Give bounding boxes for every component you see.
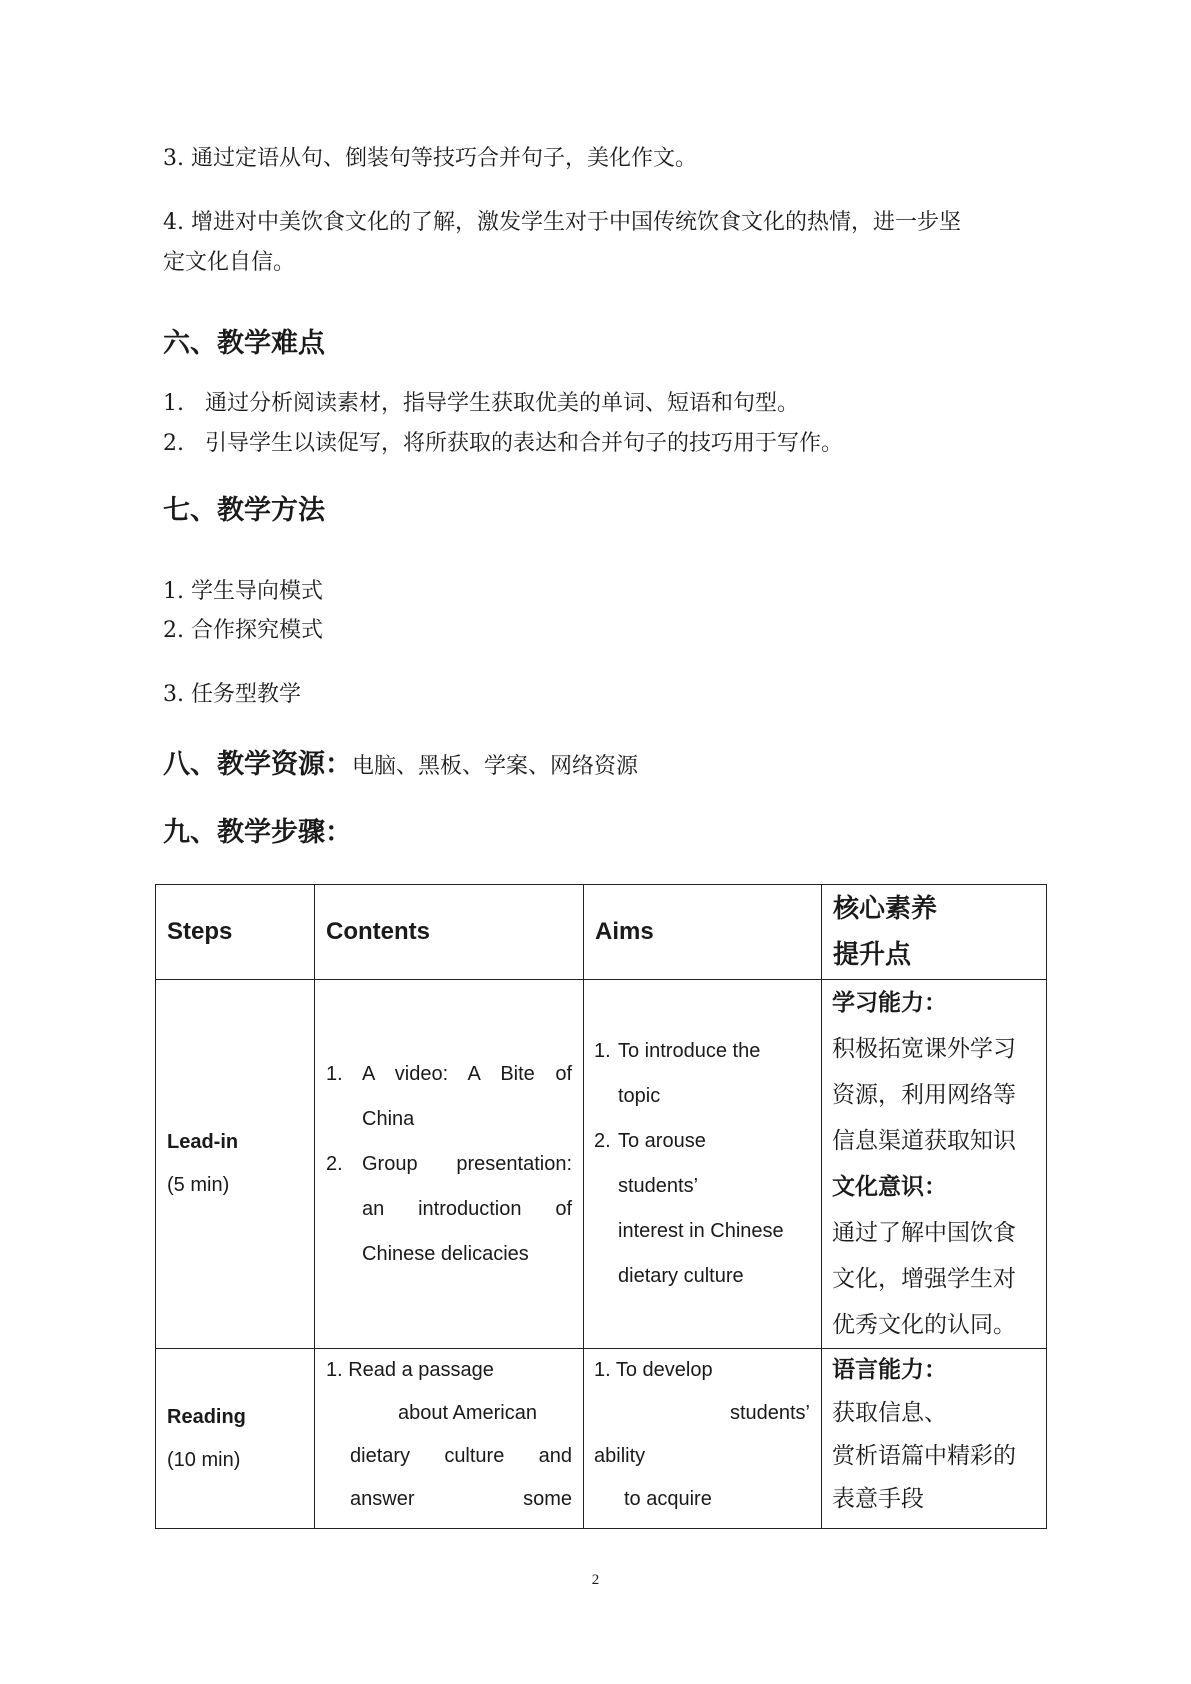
- list-item: dietary culture: [618, 1265, 744, 1287]
- section-7-heading: 七、教学方法: [163, 495, 325, 526]
- step-lead-in: Lead-in (5 min): [156, 980, 315, 1349]
- contents-reading: 1. Read a passage about American dietary culture and answer some: [315, 1349, 584, 1529]
- table-header-row: [156, 885, 1047, 980]
- objective-3: 3. 通过定语从句、倒装句等技巧合并句子，美化作文。: [163, 146, 697, 171]
- section-6-heading: 六、教学难点: [163, 328, 325, 359]
- section-9-heading: 九、教学步骤：: [163, 817, 352, 848]
- list-item: Chinese delicacies: [362, 1242, 529, 1265]
- objective-4-line2: 定文化自信。: [163, 250, 296, 275]
- list-item: 1. To introduce the: [594, 1040, 761, 1062]
- core-reading: 语言能力： 获取信息、 赏析语篇中精彩的 表意手段: [822, 1349, 1047, 1529]
- table-row: [156, 980, 1047, 1349]
- list-item: 2. To arouse: [594, 1130, 706, 1152]
- page-number: 2: [591, 1572, 600, 1588]
- step-reading: Reading (10 min): [156, 1349, 315, 1529]
- objective-4-line1: 4. 增进对中美饮食文化的了解，激发学生对于中国传统饮食文化的热情，进一步坚: [163, 210, 961, 235]
- aims-reading: 1. To develop students’ ability to acquire: [584, 1349, 822, 1529]
- header-contents: Contents: [315, 885, 584, 980]
- method-item-3: 3. 任务型教学: [163, 682, 301, 707]
- aims-lead-in: [584, 980, 822, 1349]
- method-item-1: 1. 学生导向模式: [163, 579, 323, 604]
- section-8-content: 电脑、黑板、学案、网络资源: [352, 754, 639, 779]
- section-6-list: [163, 384, 843, 464]
- table-row: [156, 1349, 1047, 1529]
- teaching-steps-table: [155, 884, 1047, 1529]
- list-item: China: [362, 1107, 415, 1130]
- list-item: 1. 通过分析阅读素材，指导学生获取优美的单词、短语和句型。: [163, 391, 800, 416]
- list-item: topic: [618, 1085, 661, 1107]
- list-item: 2. Group presentation:: [326, 1152, 572, 1175]
- header-core-literacy: 核心素养 提升点: [822, 885, 1047, 980]
- section-8-heading: 八、教学资源：电脑、黑板、学案、网络资源: [163, 749, 639, 780]
- header-steps: Steps: [156, 885, 315, 980]
- list-item: interest in Chinese: [618, 1220, 784, 1242]
- list-item: 1. A video: A Bite of: [326, 1062, 572, 1085]
- contents-lead-in: [315, 980, 584, 1349]
- list-item: students’: [618, 1175, 699, 1197]
- method-item-2: 2. 合作探究模式: [163, 618, 323, 643]
- core-lead-in: 学习能力： 积极拓宽课外学习 资源，利用网络等 信息渠道获取知识 文化意识： 通过了解中国饮食 文化，增强学生对 优秀文化的认同。: [822, 980, 1047, 1349]
- header-aims: Aims: [584, 885, 822, 980]
- list-item: 2. 引导学生以读促写，将所获取的表达和合并句子的技巧用于写作。: [163, 431, 844, 456]
- list-item: an introduction of: [362, 1197, 572, 1220]
